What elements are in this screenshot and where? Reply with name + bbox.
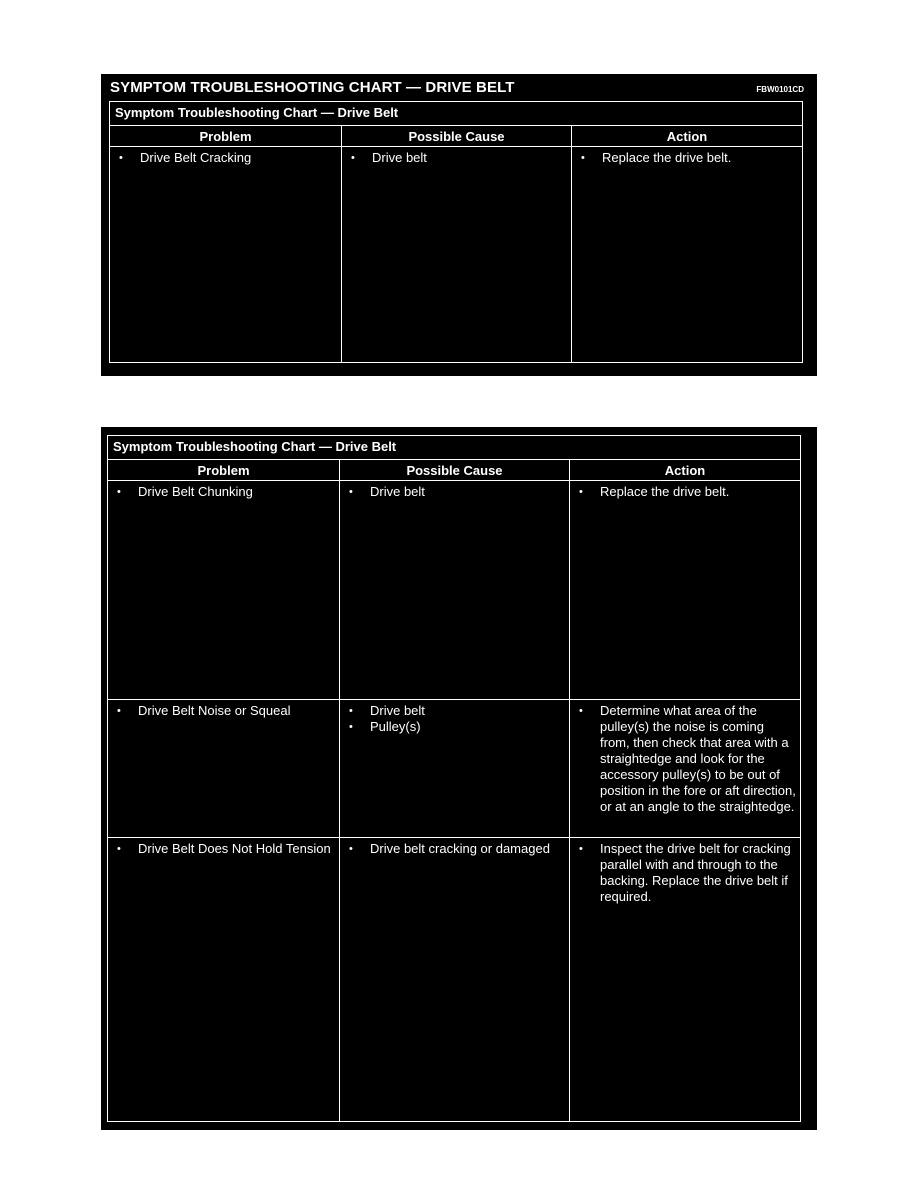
list-item [114, 484, 335, 500]
list-item [346, 484, 565, 500]
list-item [346, 703, 565, 719]
list-item-text: Replace the drive belt. [600, 484, 730, 499]
list-item-text: Determine what area of the pulley(s) the noise is coming from, then check that area with a straightedge and look for the accessory pulley(s) to be out of position in the fore or aft direction, or at an angle to the straightedge. [600, 703, 796, 814]
list-item [116, 150, 337, 166]
symptom-table-1 [109, 101, 803, 363]
column-header-problem: Problem [108, 460, 340, 481]
list-item [576, 841, 796, 905]
bullet-icon: • [349, 705, 353, 717]
list-item-text: Drive belt [370, 484, 425, 499]
list-item [346, 841, 565, 857]
list-item-text: Drive belt [370, 703, 425, 718]
list-item-text: Inspect the drive belt for cracking parallel with and through to the backing. Replace the drive belt if required. [600, 841, 791, 904]
list-item-text: Replace the drive belt. [602, 150, 732, 165]
bullet-icon: • [579, 486, 583, 498]
column-header-cause: Possible Cause [342, 126, 572, 147]
bullet-icon: • [349, 486, 353, 498]
bullet-icon: • [117, 705, 121, 717]
list-item-text: Drive belt cracking or damaged [370, 841, 550, 856]
problem-cell [108, 838, 340, 1122]
column-header-problem: Problem [110, 126, 342, 147]
cause-cell [340, 481, 570, 700]
action-cell [570, 838, 801, 1122]
bullet-icon: • [349, 721, 353, 733]
problem-cell [110, 147, 342, 363]
bullet-icon: • [349, 843, 353, 855]
table-row [108, 481, 801, 700]
list-item [578, 150, 798, 166]
problem-cell [108, 700, 340, 838]
action-cell [570, 481, 801, 700]
list-item-text: Drive Belt Does Not Hold Tension [138, 841, 331, 856]
bullet-icon: • [117, 486, 121, 498]
bullet-icon: • [351, 152, 355, 164]
bullet-icon: • [581, 152, 585, 164]
action-cell [572, 147, 803, 363]
table-row [108, 700, 801, 838]
list-item-text: Drive Belt Chunking [138, 484, 253, 499]
list-item-text: Drive belt [372, 150, 427, 165]
troubleshooting-panel-1 [101, 74, 817, 376]
list-item [576, 703, 796, 815]
column-header-action: Action [572, 126, 803, 147]
action-cell [570, 700, 801, 838]
cause-cell [340, 700, 570, 838]
list-item [576, 484, 796, 500]
table-row [108, 838, 801, 1122]
bullet-icon: • [579, 705, 583, 717]
table-caption: Symptom Troubleshooting Chart — Drive Belt [110, 102, 803, 126]
list-item-text: Pulley(s) [370, 719, 421, 734]
list-item [346, 719, 565, 735]
list-item [348, 150, 567, 166]
figure-code: FBW0101CD [756, 85, 804, 94]
bullet-icon: • [119, 152, 123, 164]
bullet-icon: • [117, 843, 121, 855]
bullet-icon: • [579, 843, 583, 855]
cause-cell [342, 147, 572, 363]
column-header-action: Action [570, 460, 801, 481]
list-item [114, 703, 335, 719]
list-item [114, 841, 335, 857]
troubleshooting-panel-2 [101, 427, 817, 1130]
cause-cell [340, 838, 570, 1122]
list-item-text: Drive Belt Cracking [140, 150, 252, 165]
symptom-table-2 [107, 435, 801, 1122]
column-header-cause: Possible Cause [340, 460, 570, 481]
table-caption: Symptom Troubleshooting Chart — Drive Belt [108, 436, 801, 460]
problem-cell [108, 481, 340, 700]
chart-title: SYMPTOM TROUBLESHOOTING CHART — DRIVE BELT [110, 79, 515, 96]
table-row [110, 147, 803, 363]
list-item-text: Drive Belt Noise or Squeal [138, 703, 291, 718]
